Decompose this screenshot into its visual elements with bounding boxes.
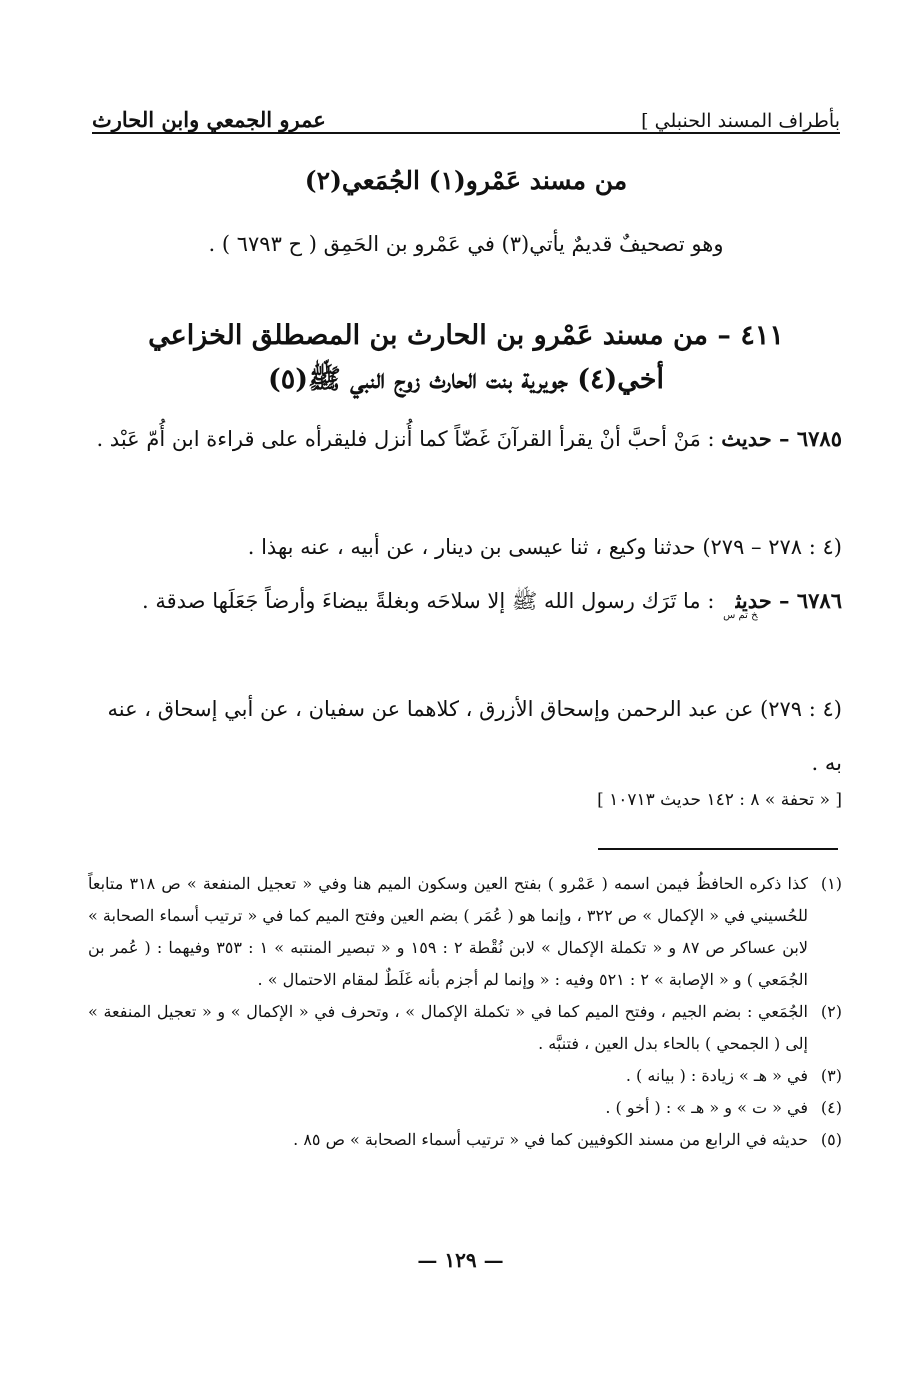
footnote-number: (٥): [820, 1130, 842, 1149]
hadith-6785-reference: (٤ : ٢٧٨ – ٢٧٩) حدثنا وكيع ، ثنا عيسى بن دينار ، عن أبيه ، عنه بهذا .: [247, 535, 842, 559]
footnote: [88, 868, 842, 996]
footnote: [88, 1092, 842, 1124]
section2-title-line1: ٤١١ – من مسند عَمْرو بن الحارث بن المصطلق الخزاعي: [148, 320, 784, 351]
footnote-divider: [598, 848, 838, 850]
footnotes: [88, 868, 842, 1156]
section1-note: وهو تصحيفٌ قديمٌ يأتي(٣) في عَمْرو بن الحَمِق ( ح ٦٧٩٣ ) .: [208, 232, 724, 256]
hadith-number: ٦٧٨٥ – حديث: [721, 426, 842, 451]
footnote-text: حديثه في الرابع من مسند الكوفيين كما في « ترتيب أسماء الصحابة » ص ٨٥ .: [293, 1130, 808, 1149]
hadith-6786-reference: (٤ : ٢٧٩) عن عبد الرحمن وإسحاق الأزرق ، كلاهما عن سفيان ، عن أبي إسحاق ، عنه به .: [107, 697, 842, 775]
footnote-number: (٢): [820, 1002, 842, 1021]
footnote-text: كذا ذكره الحافظُ فيمن اسمه ( عَمْرو ) بفتح العين وسكون الميم هنا وفي « تعجيل المنفعة » ص ٣١٨ متابعاً للحُسيني في « الإكمال » ص ٣٢٢ ، وإنما هو ( عُمَر ) بضم العين وفتح الميم كما في « ترتيب أسماء الصحابة » لابن عساكر ص ٨٧ و « تكملة الإكمال » لابن نُقْطة ٢ : ١٥٩ و « تبصير المنتبه » ١ : ٣٥٣ وفيهما : ( عُمر بن الجُمَعي ) و « الإصابة » ٢ : ٥٢١ وفيه : « وإنما لم أجزم بأنه غَلَطٌ لمقام الاحتمال » .: [88, 874, 809, 989]
header-section-title: عمرو الجمعي وابن الحارث: [92, 107, 326, 132]
hadith-6785: [90, 412, 842, 466]
hadith-text: : مَنْ أحبَّ أنْ يقرأ القرآنَ غَضّاً كما أُنزل فليقرأه على قراءة ابن أُمّ عَبْد .: [96, 427, 715, 451]
running-header: [92, 92, 840, 134]
footnote: [88, 1124, 842, 1156]
hadith-6786: [90, 574, 842, 643]
section2-title: [90, 314, 842, 402]
footnote-text: الجُمَعي : بضم الجيم ، وفتح الميم كما في « تكملة الإكمال » ، وتحرف في « الإكمال » و « تعجيل المنفعة » إلى ( الجمحي ) بالحاء بدل العين ، فتنبَّه .: [88, 1002, 808, 1053]
footnote: [88, 996, 842, 1060]
hadith-sigla: خ تم س: [723, 610, 758, 621]
footnote: [88, 1060, 842, 1092]
footnote-number: (٣): [820, 1066, 842, 1085]
section2-title-line2: أخي(٤) جويرية بنت الحارث زوج النبي ﷺ(٥): [268, 364, 664, 395]
footnote-text: في « هـ » زيادة : ( بيانه ) .: [625, 1066, 808, 1085]
tohfa-reference: [ « تحفة » ٨ : ١٤٢ حديث ١٠٧١٣ ]: [597, 790, 842, 810]
footnote-number: (١): [820, 874, 842, 893]
page-number: — ١٢٩ —: [417, 1248, 504, 1272]
footnote-text: في « ت » و « هـ » : ( أخو ) .: [605, 1098, 808, 1117]
section1-title: من مسند عَمْرو(١) الجُمَعي(٢): [304, 166, 628, 195]
hadith-number: ٦٧٨٦ – حديث: [735, 588, 842, 613]
header-book-title: بأطراف المسند الحنبلي ]: [641, 110, 840, 132]
hadith-text: : ما تَرَك رسول الله ﷺ إلا سلاحَه وبغلةً بيضاءَ وأرضاً جَعَلَها صدقة .: [142, 589, 715, 613]
footnote-number: (٤): [820, 1098, 842, 1117]
